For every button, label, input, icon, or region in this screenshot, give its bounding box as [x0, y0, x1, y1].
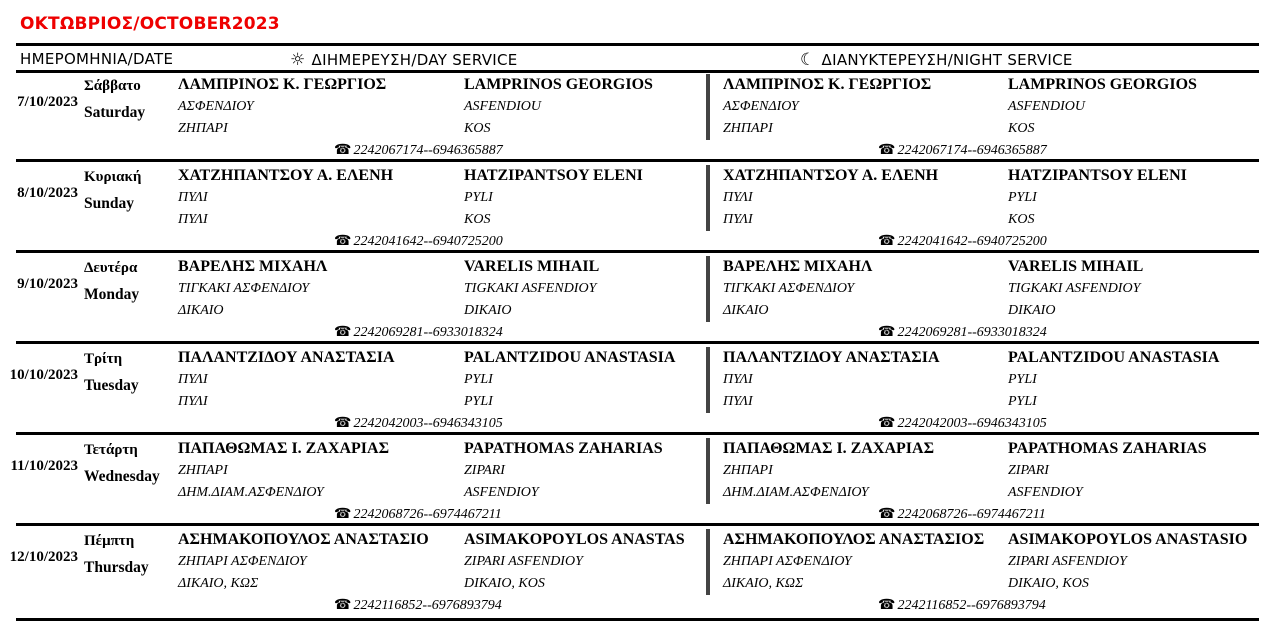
- night-location-line1-english: ZIPARI ASFENDIOY: [1008, 554, 1127, 569]
- night-service-label: ΔΙΑΝΥΚΤΕΡΕΥΣΗ/NIGHT SERVICE: [821, 51, 1073, 69]
- row-day-greek: Σάββατο: [84, 78, 141, 94]
- schedule-row: [16, 254, 1259, 344]
- column-divider: [706, 256, 710, 322]
- row-date: 8/10/2023: [17, 185, 78, 201]
- night-location-line1-greek: ΑΣΦΕΝΔΙΟΥ: [723, 99, 799, 114]
- day-phone: [334, 324, 503, 341]
- row-separator: [16, 618, 1259, 621]
- night-pharmacist-name-greek: ΧΑΤΖΗΠΑΝΤΣΟΥ Α. ΕΛΕΝΗ: [723, 167, 939, 184]
- night-location-line1-english: TIGKAKI ASFENDIOY: [1008, 281, 1141, 296]
- moon-icon: ☾: [800, 50, 816, 70]
- night-phone-number: 2242041642--6940725200: [897, 234, 1047, 249]
- day-location-line1-greek: ΑΣΦΕΝΔΙΟΥ: [178, 99, 254, 114]
- night-location-line1-english: PYLI: [1008, 372, 1037, 387]
- day-phone: [334, 506, 502, 523]
- day-pharmacist-name-greek: ΑΣΗΜΑΚΟΠΟΥΛΟΣ ΑΝΑΣΤΑΣΙΟ: [178, 531, 429, 548]
- column-divider: [706, 74, 710, 140]
- row-day-greek: Τρίτη: [84, 351, 123, 367]
- row-day-greek: Κυριακή: [84, 169, 142, 185]
- night-phone-number: 2242067174--6946365887: [897, 143, 1047, 158]
- night-location-line1-english: PYLI: [1008, 190, 1037, 205]
- day-phone: [334, 142, 503, 159]
- day-phone-number: 2242068726--6974467211: [353, 507, 502, 522]
- day-pharmacist-name-english: ASIMAKOPOYLOS ANASTAS: [464, 531, 685, 548]
- column-divider: [706, 529, 710, 595]
- day-location-line2-greek: ΔΙΚΑΙΟ, ΚΩΣ: [178, 576, 259, 591]
- night-location-line2-greek: ΖΗΠΑΡΙ: [723, 121, 773, 136]
- day-location-line1-greek: ΤΙΓΚΑΚΙ ΑΣΦΕΝΔΙΟΥ: [178, 281, 310, 296]
- row-day-greek: Τετάρτη: [84, 442, 138, 458]
- night-pharmacist-name-greek: ΛΑΜΠΡΙΝΟΣ Κ. ΓΕΩΡΓΙΟΣ: [723, 76, 932, 93]
- night-phone: [878, 324, 1047, 341]
- night-pharmacist-name-english: LAMPRINOS GEORGIOS: [1008, 76, 1197, 93]
- night-phone: [878, 415, 1047, 432]
- telephone-icon: ☎: [878, 598, 896, 613]
- telephone-icon: ☎: [334, 143, 352, 158]
- row-day-english: Monday: [84, 286, 140, 303]
- night-pharmacist-name-greek: ΠΑΛΑΝΤΖΙΔΟΥ ΑΝΑΣΤΑΣΙΑ: [723, 349, 940, 366]
- day-location-line1-greek: ΠΥΛΙ: [178, 372, 208, 387]
- day-location-line1-english: ZIPARI: [464, 463, 505, 478]
- day-location-line1-english: TIGKAKI ASFENDIOY: [464, 281, 597, 296]
- day-pharmacist-name-english: LAMPRINOS GEORGIOS: [464, 76, 653, 93]
- row-separator: [16, 250, 1259, 253]
- day-location-line1-english: PYLI: [464, 372, 493, 387]
- night-location-line2-greek: ΠΥΛΙ: [723, 394, 753, 409]
- day-pharmacist-name-english: VARELIS MIHAIL: [464, 258, 600, 275]
- day-phone: [334, 233, 503, 250]
- day-phone-number: 2242041642--6940725200: [353, 234, 503, 249]
- telephone-icon: ☎: [334, 598, 352, 613]
- night-pharmacist-name-greek: ΒΑΡΕΛΗΣ ΜΙΧΑΗΛ: [723, 258, 873, 275]
- day-service-header: [290, 50, 518, 70]
- schedule-row: [9, 527, 1259, 617]
- night-location-line1-greek: ΖΗΠΑΡΙ: [723, 463, 773, 478]
- day-phone: [334, 597, 502, 614]
- day-location-line2-greek: ΖΗΠΑΡΙ: [178, 121, 228, 136]
- row-date: 12/10/2023: [9, 549, 78, 565]
- night-phone-number: 2242068726--6974467211: [897, 507, 1046, 522]
- night-pharmacist-name-greek: ΠΑΠΑΘΩΜΑΣ Ι. ΖΑΧΑΡΙΑΣ: [723, 440, 935, 457]
- night-location-line2-greek: ΔΗΜ.ΔΙΑΜ.ΑΣΦΕΝΔΙΟΥ: [723, 485, 869, 500]
- night-phone: [878, 142, 1047, 159]
- schedule-row: [16, 163, 1259, 253]
- row-date: 9/10/2023: [17, 276, 78, 292]
- schedule-row: [16, 72, 1259, 162]
- row-separator: [16, 341, 1259, 344]
- telephone-icon: ☎: [334, 507, 352, 522]
- night-location-line2-english: DIKAIO: [1008, 303, 1056, 318]
- row-day-english: Wednesday: [84, 468, 160, 485]
- night-pharmacist-name-greek: ΑΣΗΜΑΚΟΠΟΥΛΟΣ ΑΝΑΣΤΑΣΙΟΣ: [723, 531, 985, 548]
- date-column-header: ΗΜΕΡΟΜΗΝΙΑ/DATE: [20, 50, 174, 68]
- row-date: 11/10/2023: [10, 458, 78, 474]
- day-phone-number: 2242042003--6946343105: [353, 416, 503, 431]
- row-date: 7/10/2023: [17, 94, 78, 110]
- night-location-line1-greek: ΖΗΠΑΡΙ ΑΣΦΕΝΔΙΟΥ: [723, 554, 852, 569]
- row-separator: [16, 432, 1259, 435]
- column-divider: [706, 438, 710, 504]
- page-title: ΟΚΤΩΒΡΙΟΣ/OCTOBER2023: [20, 14, 280, 34]
- day-pharmacist-name-english: HATZIPANTSOY ELENI: [464, 167, 643, 184]
- night-pharmacist-name-english: ASIMAKOPOYLOS ANASTASIO: [1008, 531, 1248, 548]
- night-phone-number: 2242116852--6976893794: [897, 598, 1046, 613]
- day-location-line2-greek: ΠΥΛΙ: [178, 212, 208, 227]
- row-separator: [16, 523, 1259, 526]
- row-day-greek: Πέμπτη: [84, 533, 135, 549]
- day-location-line2-english: DIKAIO: [464, 303, 512, 318]
- day-pharmacist-name-greek: ΠΑΠΑΘΩΜΑΣ Ι. ΖΑΧΑΡΙΑΣ: [178, 440, 390, 457]
- row-day-english: Sunday: [84, 195, 134, 212]
- column-divider: [706, 347, 710, 413]
- column-divider: [706, 165, 710, 231]
- day-pharmacist-name-greek: ΧΑΤΖΗΠΑΝΤΣΟΥ Α. ΕΛΕΝΗ: [178, 167, 394, 184]
- telephone-icon: ☎: [878, 234, 896, 249]
- row-separator: [16, 159, 1259, 162]
- day-location-line1-english: ASFENDIOU: [464, 99, 541, 114]
- telephone-icon: ☎: [878, 325, 896, 340]
- night-location-line2-greek: ΔΙΚΑΙΟ, ΚΩΣ: [723, 576, 804, 591]
- day-location-line1-greek: ΠΥΛΙ: [178, 190, 208, 205]
- night-pharmacist-name-english: HATZIPANTSOY ELENI: [1008, 167, 1187, 184]
- day-location-line1-greek: ΖΗΠΑΡΙ ΑΣΦΕΝΔΙΟΥ: [178, 554, 307, 569]
- telephone-icon: ☎: [878, 143, 896, 158]
- day-location-line2-greek: ΔΗΜ.ΔΙΑΜ.ΑΣΦΕΝΔΙΟΥ: [178, 485, 324, 500]
- row-date: 10/10/2023: [9, 367, 78, 383]
- row-day-english: Saturday: [84, 104, 146, 121]
- night-location-line1-greek: ΤΙΓΚΑΚΙ ΑΣΦΕΝΔΙΟΥ: [723, 281, 855, 296]
- telephone-icon: ☎: [334, 325, 352, 340]
- day-location-line2-english: DIKAIO, KOS: [464, 576, 545, 591]
- day-location-line1-english: PYLI: [464, 190, 493, 205]
- day-phone-number: 2242067174--6946365887: [353, 143, 503, 158]
- night-phone: [878, 233, 1047, 250]
- telephone-icon: ☎: [878, 416, 896, 431]
- day-pharmacist-name-greek: ΒΑΡΕΛΗΣ ΜΙΧΑΗΛ: [178, 258, 328, 275]
- night-phone-number: 2242069281--6933018324: [897, 325, 1047, 340]
- night-phone: [878, 597, 1046, 614]
- day-location-line2-greek: ΠΥΛΙ: [178, 394, 208, 409]
- night-location-line1-greek: ΠΥΛΙ: [723, 372, 753, 387]
- night-pharmacist-name-english: VARELIS MIHAIL: [1008, 258, 1144, 275]
- night-location-line2-english: ASFENDIOY: [1008, 485, 1083, 500]
- night-pharmacist-name-english: PALANTZIDOU ANASTASIA: [1008, 349, 1220, 366]
- day-service-label: ΔΙΗΜΕΡΕΥΣΗ/DAY SERVICE: [311, 51, 518, 69]
- day-phone-number: 2242116852--6976893794: [353, 598, 502, 613]
- night-location-line2-english: KOS: [1008, 212, 1035, 227]
- night-service-header: [800, 50, 1073, 70]
- row-day-english: Thursday: [84, 559, 149, 576]
- day-phone-number: 2242069281--6933018324: [353, 325, 503, 340]
- night-location-line2-english: PYLI: [1008, 394, 1037, 409]
- schedule-row: [10, 436, 1259, 526]
- night-pharmacist-name-english: PAPATHOMAS ZAHARIAS: [1008, 440, 1207, 457]
- night-location-line1-english: ZIPARI: [1008, 463, 1049, 478]
- day-location-line2-english: KOS: [464, 212, 491, 227]
- telephone-icon: ☎: [334, 416, 352, 431]
- day-phone: [334, 415, 503, 432]
- day-location-line2-greek: ΔΙΚΑΙΟ: [178, 303, 224, 318]
- header-top-rule: [16, 43, 1259, 46]
- sun-icon: ☼: [290, 50, 306, 70]
- night-phone: [878, 506, 1046, 523]
- row-day-greek: Δευτέρα: [84, 260, 138, 276]
- night-phone-number: 2242042003--6946343105: [897, 416, 1047, 431]
- telephone-icon: ☎: [334, 234, 352, 249]
- night-location-line1-english: ASFENDIOU: [1008, 99, 1085, 114]
- day-location-line2-english: ASFENDIOY: [464, 485, 539, 500]
- day-location-line1-greek: ΖΗΠΑΡΙ: [178, 463, 228, 478]
- day-pharmacist-name-greek: ΠΑΛΑΝΤΖΙΔΟΥ ΑΝΑΣΤΑΣΙΑ: [178, 349, 395, 366]
- night-location-line1-greek: ΠΥΛΙ: [723, 190, 753, 205]
- night-location-line2-greek: ΔΙΚΑΙΟ: [723, 303, 769, 318]
- schedule-row: [9, 345, 1259, 435]
- day-pharmacist-name-english: PALANTZIDOU ANASTASIA: [464, 349, 676, 366]
- day-pharmacist-name-greek: ΛΑΜΠΡΙΝΟΣ Κ. ΓΕΩΡΓΙΟΣ: [178, 76, 387, 93]
- day-location-line2-english: KOS: [464, 121, 491, 136]
- night-location-line2-english: DIKAIO, KOS: [1008, 576, 1089, 591]
- day-pharmacist-name-english: PAPATHOMAS ZAHARIAS: [464, 440, 663, 457]
- row-day-english: Tuesday: [84, 377, 139, 394]
- day-location-line1-english: ZIPARI ASFENDIOY: [464, 554, 583, 569]
- day-location-line2-english: PYLI: [464, 394, 493, 409]
- night-location-line2-english: KOS: [1008, 121, 1035, 136]
- telephone-icon: ☎: [878, 507, 896, 522]
- night-location-line2-greek: ΠΥΛΙ: [723, 212, 753, 227]
